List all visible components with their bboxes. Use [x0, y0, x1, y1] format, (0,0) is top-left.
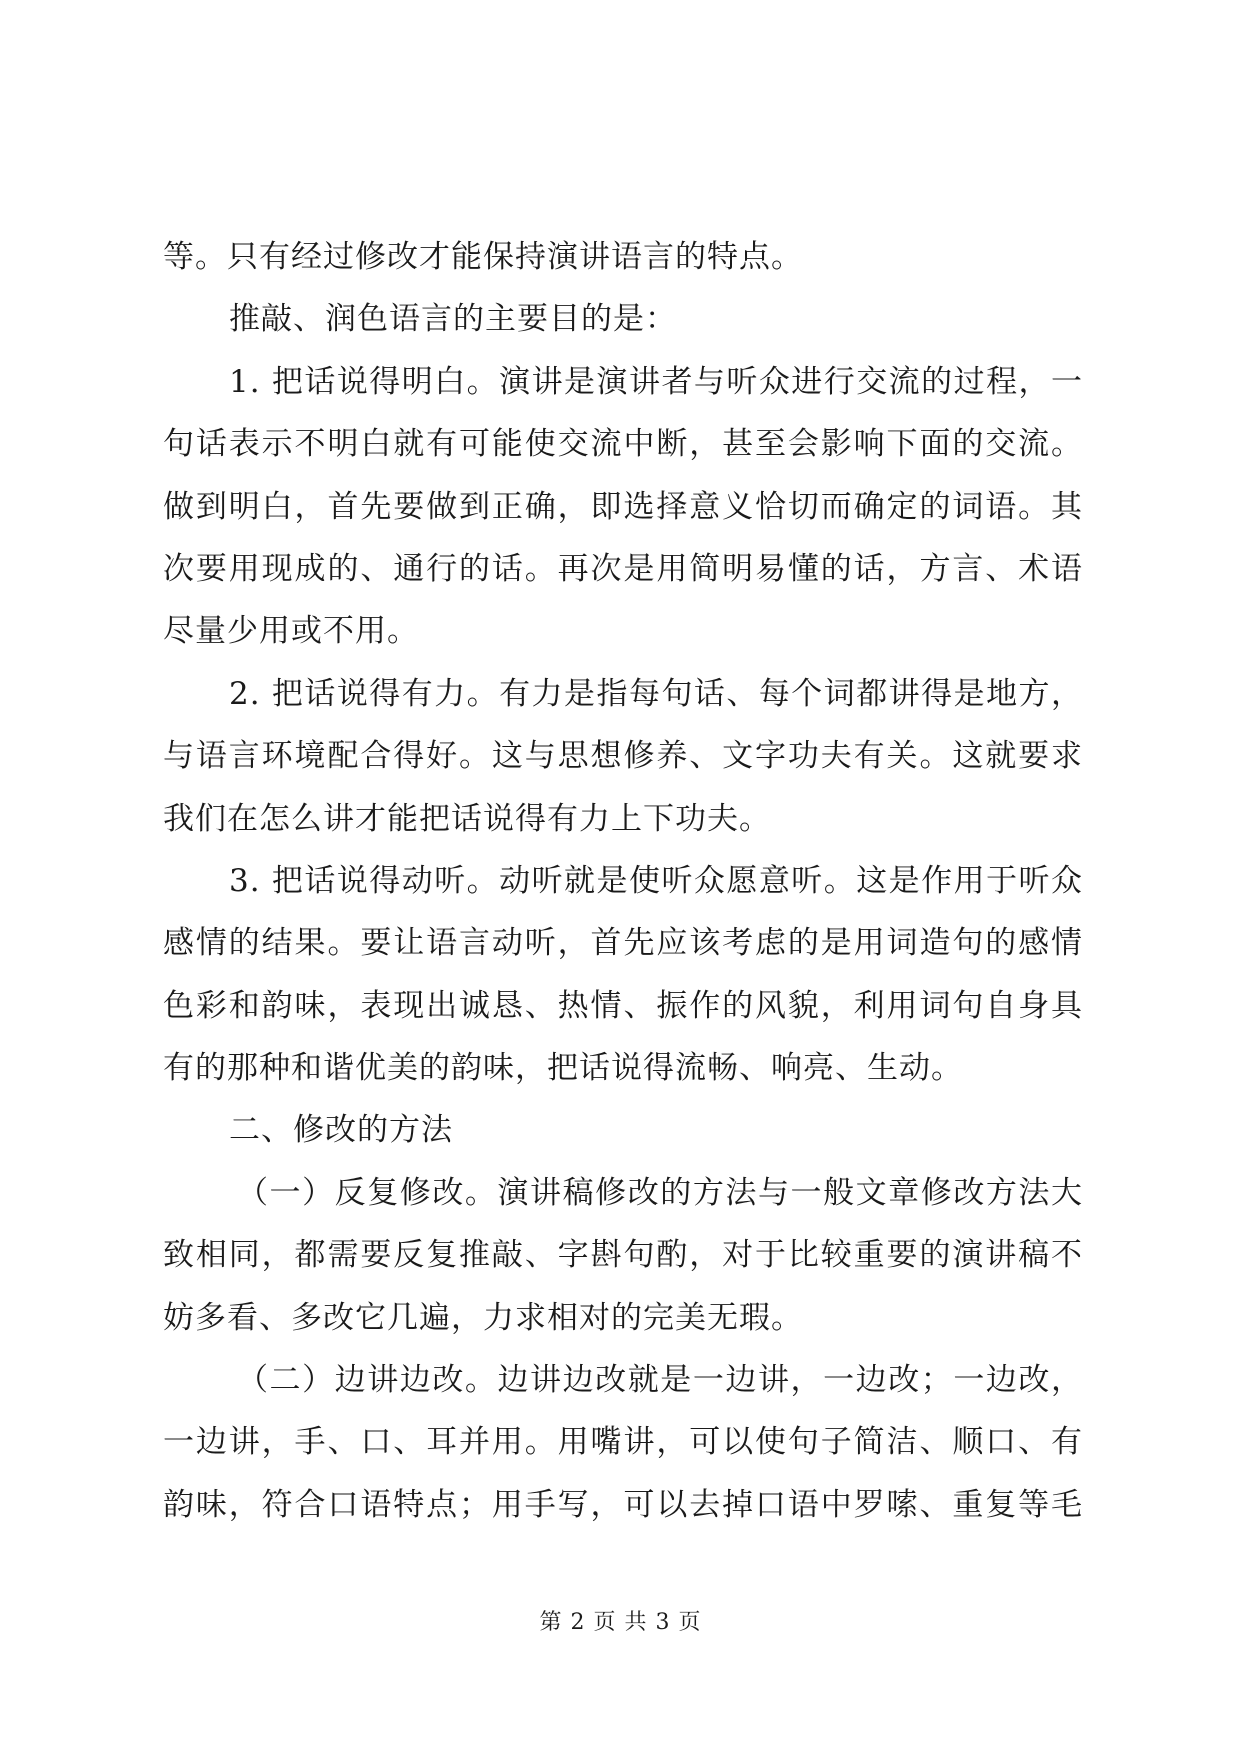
text-line: 3. 把话说得动听。动听就是使听众愿意听。这是作用于听众: [229, 862, 1083, 899]
text-line: 妨多看、多改它几遍，力求相对的完美无瑕。: [163, 1299, 803, 1336]
text-line: 一边讲，手、口、耳并用。用嘴讲，可以使句子简洁、顺口、有: [163, 1424, 1083, 1461]
text-line: 等。只有经过修改才能保持演讲语言的特点。: [163, 239, 803, 275]
section-heading: 二、修改的方法: [229, 1112, 453, 1149]
body-text: [163, 226, 1083, 1536]
text-line: （一）反复修改。演讲稿修改的方法与一般文章修改方法大: [237, 1174, 1083, 1211]
text-line: 感情的结果。要让语言动听，首先应该考虑的是用词造句的感情: [163, 925, 1083, 962]
text-line: 1. 把话说得明白。演讲是演讲者与听众进行交流的过程，一: [229, 363, 1083, 400]
text-line: 色彩和韵味，表现出诚恳、热情、振作的风貌，利用词句自身具: [163, 987, 1083, 1024]
text-line: 2. 把话说得有力。有力是指每句话、每个词都讲得是地方，: [229, 675, 1083, 712]
text-line: 致相同，都需要反复推敲、字斟句酌，对于比较重要的演讲稿不: [163, 1237, 1083, 1274]
text-line: 我们在怎么讲才能把话说得有力上下功夫。: [163, 800, 771, 837]
text-line: （二）边讲边改。边讲边改就是一边讲，一边改；一边改，: [237, 1362, 1083, 1399]
page-number-footer: 第 2 页 共 3 页: [539, 1610, 702, 1635]
text-line: 做到明白，首先要做到正确，即选择意义恰切而确定的词语。其: [163, 488, 1083, 525]
text-line: 推敲、润色语言的主要目的是：: [229, 301, 677, 338]
text-line: 有的那种和谐优美的韵味，把话说得流畅、响亮、生动。: [163, 1050, 963, 1087]
text-line: 句话表示不明白就有可能使交流中断，甚至会影响下面的交流。: [163, 426, 1083, 463]
text-line: 韵味，符合口语特点；用手写，可以去掉口语中罗嗦、重复等毛: [163, 1486, 1083, 1523]
text-line: 次要用现成的、通行的话。再次是用简明易懂的话，方言、术语: [163, 550, 1083, 587]
text-line: 尽量少用或不用。: [163, 613, 419, 650]
text-line: 与语言环境配合得好。这与思想修养、文字功夫有关。这就要求: [163, 738, 1083, 775]
